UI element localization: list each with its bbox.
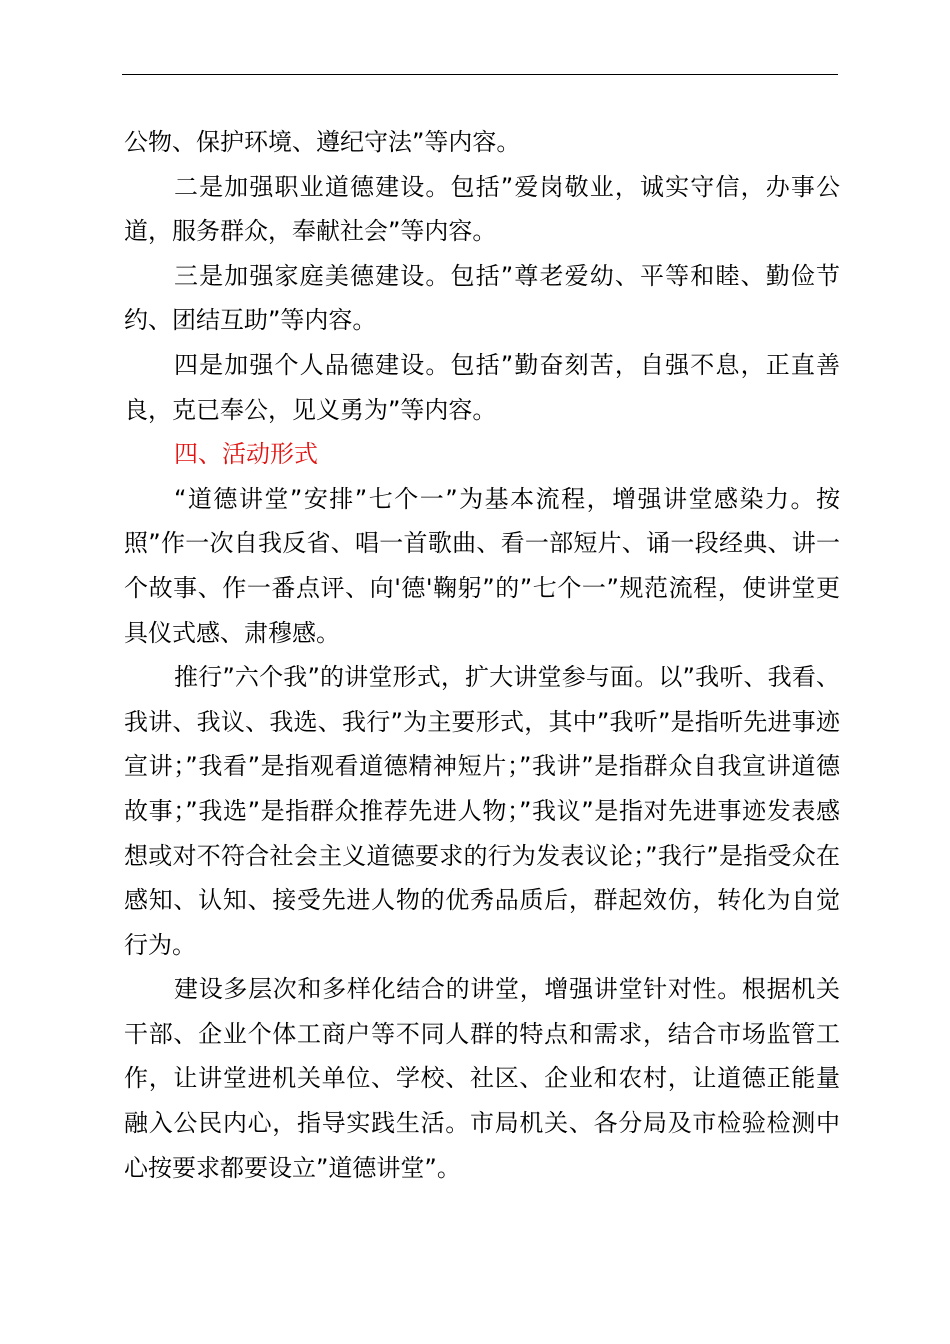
header-rule: [122, 74, 838, 75]
paragraph-multilevel-lecture: 建设多层次和多样化结合的讲堂，增强讲堂针对性。根据机关干部、企业个体工商户等不同人群的特点和需求，结合市场监管工作，让讲堂进机关单位、学校、社区、企业和农村，让道德正能量融入公民内心，指导实践生活。市局机关、各分局及市检验检测中心按要求都要设立”道德讲堂”。: [124, 975, 840, 1182]
paragraph-six-me: 推行”六个我”的讲堂形式，扩大讲堂参与面。以”我听、我看、我讲、我议、我选、我行”为主要形式，其中”我听”是指听先进事迹宣讲；”我看”是指观看道德精神短片；”我讲”是指群众自我宣讲道德故事；”我选”是指群众推荐先进人物；”我议”是指对先进事迹发表感想或对不符合社会主义道德要求的行为发表议论；”我行”是指受众在感知、认知、接受先进人物的优秀品质后，群起效仿，转化为自觉行为。: [124, 663, 840, 959]
paragraph-continuation: 公物、保护环境、遵纪守法”等内容。: [124, 128, 521, 156]
paragraph-family-virtues: 三是加强家庭美德建设。包括”尊老爱幼、平等和睦、勤俭节约、团结互助”等内容。: [124, 261, 840, 335]
section-heading: 四、活动形式: [174, 440, 318, 469]
paragraph-professional-ethics: 二是加强职业道德建设。包括”爱岗敬业，诚实守信，办事公道，服务群众，奉献社会”等内容。: [124, 172, 840, 246]
document-body: [124, 120, 840, 1190]
paragraph-seven-ones: “道德讲堂”安排”七个一”为基本流程，增强讲堂感染力。按照”作一次自我反省、唱一首歌曲、看一部短片、诵一段经典、讲一个故事、作一番点评、向'德'鞠躬”的”七个一”规范流程，使讲堂更具仪式感、肃穆感。: [124, 484, 840, 647]
paragraph-personal-morality: 四是加强个人品德建设。包括”勤奋刻苦，自强不息，正直善良，克已奉公，见义勇为”等内容。: [124, 350, 840, 424]
